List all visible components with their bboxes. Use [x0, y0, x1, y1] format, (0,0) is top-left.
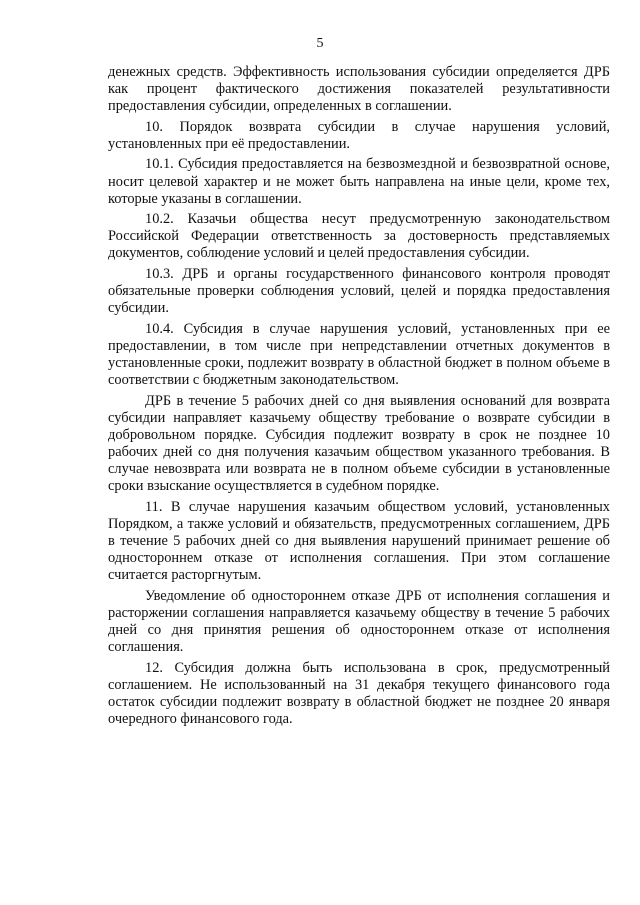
paragraph-section-11: 11. В случае нарушения казачьим обществом условий, установленных Порядком, а также условий и обязательств, предусмотренных соглашением, ДРБ в течение 5 рабочих дней со дня выявления нарушений принимает решение об одностороннем отказе от исполнения соглашения. При этом соглашение считается расторгнутым. — [108, 498, 610, 584]
paragraph-refusal-notice: Уведомление об одностороннем отказе ДРБ от исполнения соглашения и расторжении соглашения направляется казачьему обществу в течение 5 рабочих дней со дня принятия решения об одностороннем отказе от исполнения соглашения. — [108, 587, 610, 655]
paragraph-10-2: 10.2. Казачьи общества несут предусмотренную законодательством Российской Федерации ответственность за достоверность представляемых документов, соблюдение условий и целей предоставления субсидии. — [108, 211, 610, 262]
paragraph-10-1: 10.1. Субсидия предоставляется на безвозмездной и безвозвратной основе, носит целевой характер и не может быть направлена на иные цели, кроме тех, которые указаны в соглашении. — [108, 156, 610, 207]
paragraph-continuation: денежных средств. Эффективность использования субсидии определяется ДРБ как процент фактического достижения показателей результативности предоставления субсидии, определенных в соглашении. — [108, 64, 610, 115]
document-body — [108, 64, 610, 731]
paragraph-section-12: 12. Субсидия должна быть использована в срок, предусмотренный соглашением. Не использованный на 31 декабря текущего финансового года остаток субсидии подлежит возврату в областной бюджет не позднее 20 января очередного финансового года. — [108, 659, 610, 727]
page-number: 5 — [316, 36, 324, 51]
paragraph-drb-refund-demand: ДРБ в течение 5 рабочих дней со дня выявления оснований для возврата субсидии направляет казачьему обществу требование о возврате субсидии в добровольном порядке. Субсидия подлежит возврату в срок не позднее 10 рабочих дней со дня получения казачьим обществом указанного требования. В случае невозврата или возврата не в полном объеме субсидии в установленные сроки взыскание осуществляется в судебном порядке. — [108, 392, 610, 495]
paragraph-10-3: 10.3. ДРБ и органы государственного финансового контроля проводят обязательные проверки соблюдения условий, целей и порядка предоставления субсидии. — [108, 266, 610, 317]
paragraph-section-10-heading: 10. Порядок возврата субсидии в случае нарушения условий, установленных при её предоставлении. — [108, 118, 610, 152]
paragraph-10-4: 10.4. Субсидия в случае нарушения условий, установленных при ее предоставлении, в том числе при непредставлении отчетных документов в установленные сроки, подлежит возврату в областной бюджет в полном объеме в соответствии с бюджетным законодательством. — [108, 320, 610, 389]
